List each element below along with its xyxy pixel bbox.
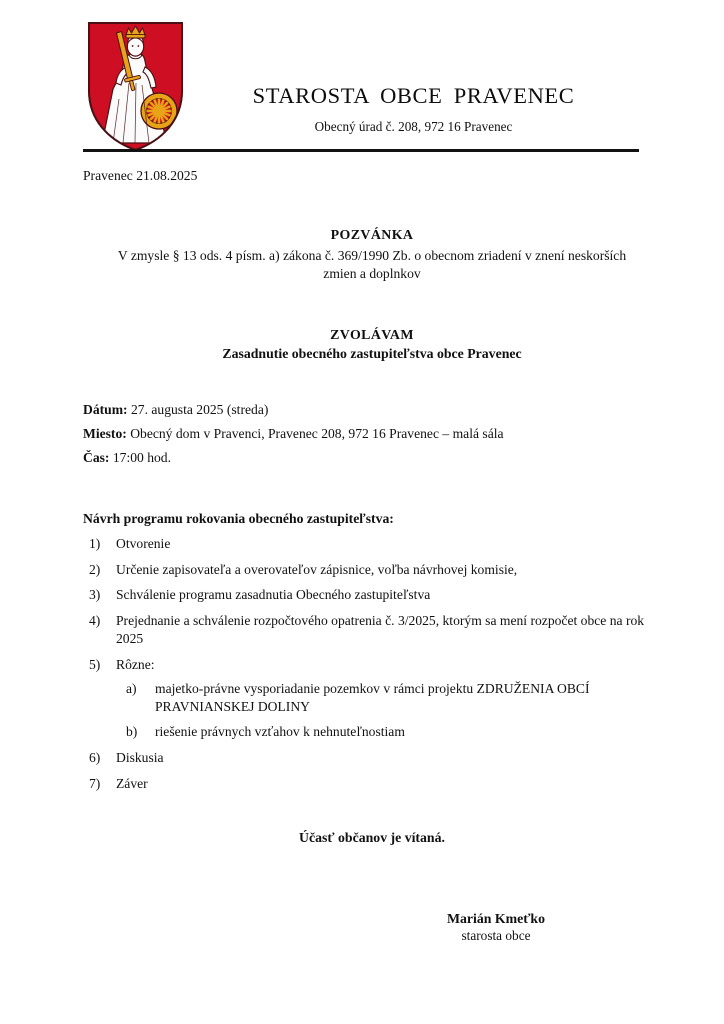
program-heading: Návrh programu rokovania obecného zastupiteľstva:	[83, 510, 394, 526]
signature-role: starosta obce	[461, 928, 531, 944]
detail-label-time: Čas:	[83, 449, 110, 465]
detail-value-time: 17:00 hod.	[112, 449, 171, 465]
program-item	[83, 656, 661, 741]
header-divider	[83, 149, 639, 152]
welcome-note: Účasť občanov je vítaná.	[299, 829, 445, 845]
program-item-marker: 5)	[89, 657, 101, 673]
letterhead-text	[188, 14, 639, 135]
program-item-text: Schválenie programu zasadnutia Obecného zastupiteľstva	[116, 587, 431, 603]
convene-block	[83, 329, 661, 361]
program-item	[83, 561, 661, 579]
program-item-marker: 4)	[89, 613, 101, 629]
letterhead	[83, 14, 639, 144]
program-item-text: Rôzne:	[116, 657, 155, 673]
letter-body	[83, 168, 661, 945]
program-subitem-marker: b)	[126, 724, 138, 740]
program-subitem-marker: a)	[126, 681, 137, 697]
program-item	[83, 775, 661, 793]
program-subitem	[116, 723, 661, 741]
program-item-text: Diskusia	[116, 750, 164, 766]
office-address: Obecný úrad č. 208, 972 16 Pravenec	[314, 118, 513, 134]
program-item	[83, 749, 661, 767]
program-item-marker: 7)	[89, 775, 101, 791]
convene-subject: Zasadnutie obecného zastupiteľstva obce Pravenec	[222, 346, 522, 362]
program-subitem-text: majetko-právne vysporiadanie pozemkov v rámci projektu ZDRUŽENIA OBCÍ PRAVNIANSKEJ DOLINY	[155, 681, 590, 715]
program-subitem	[116, 680, 661, 716]
program-item-marker: 2)	[89, 561, 101, 577]
meeting-details	[83, 402, 661, 467]
program-sublist	[116, 680, 661, 741]
convene-heading: ZVOLÁVAM	[330, 328, 414, 344]
program-item-marker: 6)	[89, 750, 101, 766]
place-and-date: Pravenec 21.08.2025	[83, 168, 198, 183]
program-list	[83, 535, 661, 793]
program-item	[83, 586, 661, 604]
program-item-text: Záver	[116, 775, 148, 791]
detail-value-date: 27. augusta 2025 (streda)	[130, 401, 269, 417]
detail-row-date	[83, 402, 661, 419]
program-item-text: Otvorenie	[116, 535, 171, 551]
signature-block	[331, 911, 661, 945]
program-item-marker: 1)	[89, 535, 101, 551]
signature-name: Marián Kmeťko	[446, 910, 545, 926]
program-item-text: Prejednanie a schválenie rozpočtového opatrenia č. 3/2025, ktorým sa mení rozpočet obce na rok 2025	[116, 613, 645, 647]
coat-of-arms-icon	[83, 17, 188, 154]
program-item	[83, 612, 661, 648]
program-item	[83, 535, 661, 553]
invitation-heading: POZVÁNKA	[330, 227, 414, 243]
detail-label-date: Dátum:	[83, 401, 128, 417]
program-item-marker: 3)	[89, 587, 101, 603]
detail-row-time	[83, 450, 661, 467]
detail-row-place	[83, 426, 661, 443]
page-title: STAROSTA OBCE PRAVENEC	[252, 83, 575, 108]
detail-label-place: Miesto:	[83, 425, 127, 441]
invitation-block	[83, 229, 661, 284]
legal-basis-text: V zmysle § 13 ods. 4 písm. a) zákona č. 369/1990 Zb. o obecnom zriadení v znení neskorších zmien a doplnkov	[117, 247, 627, 281]
detail-value-place: Obecný dom v Pravenci, Pravenec 208, 972 16 Pravenec – malá sála	[130, 425, 504, 441]
program-subitem-text: riešenie právnych vzťahov k nehnuteľnostiam	[155, 724, 405, 740]
program-item-text: Určenie zapisovateľa a overovateľov zápisnice, voľba návrhovej komisie,	[116, 561, 518, 577]
